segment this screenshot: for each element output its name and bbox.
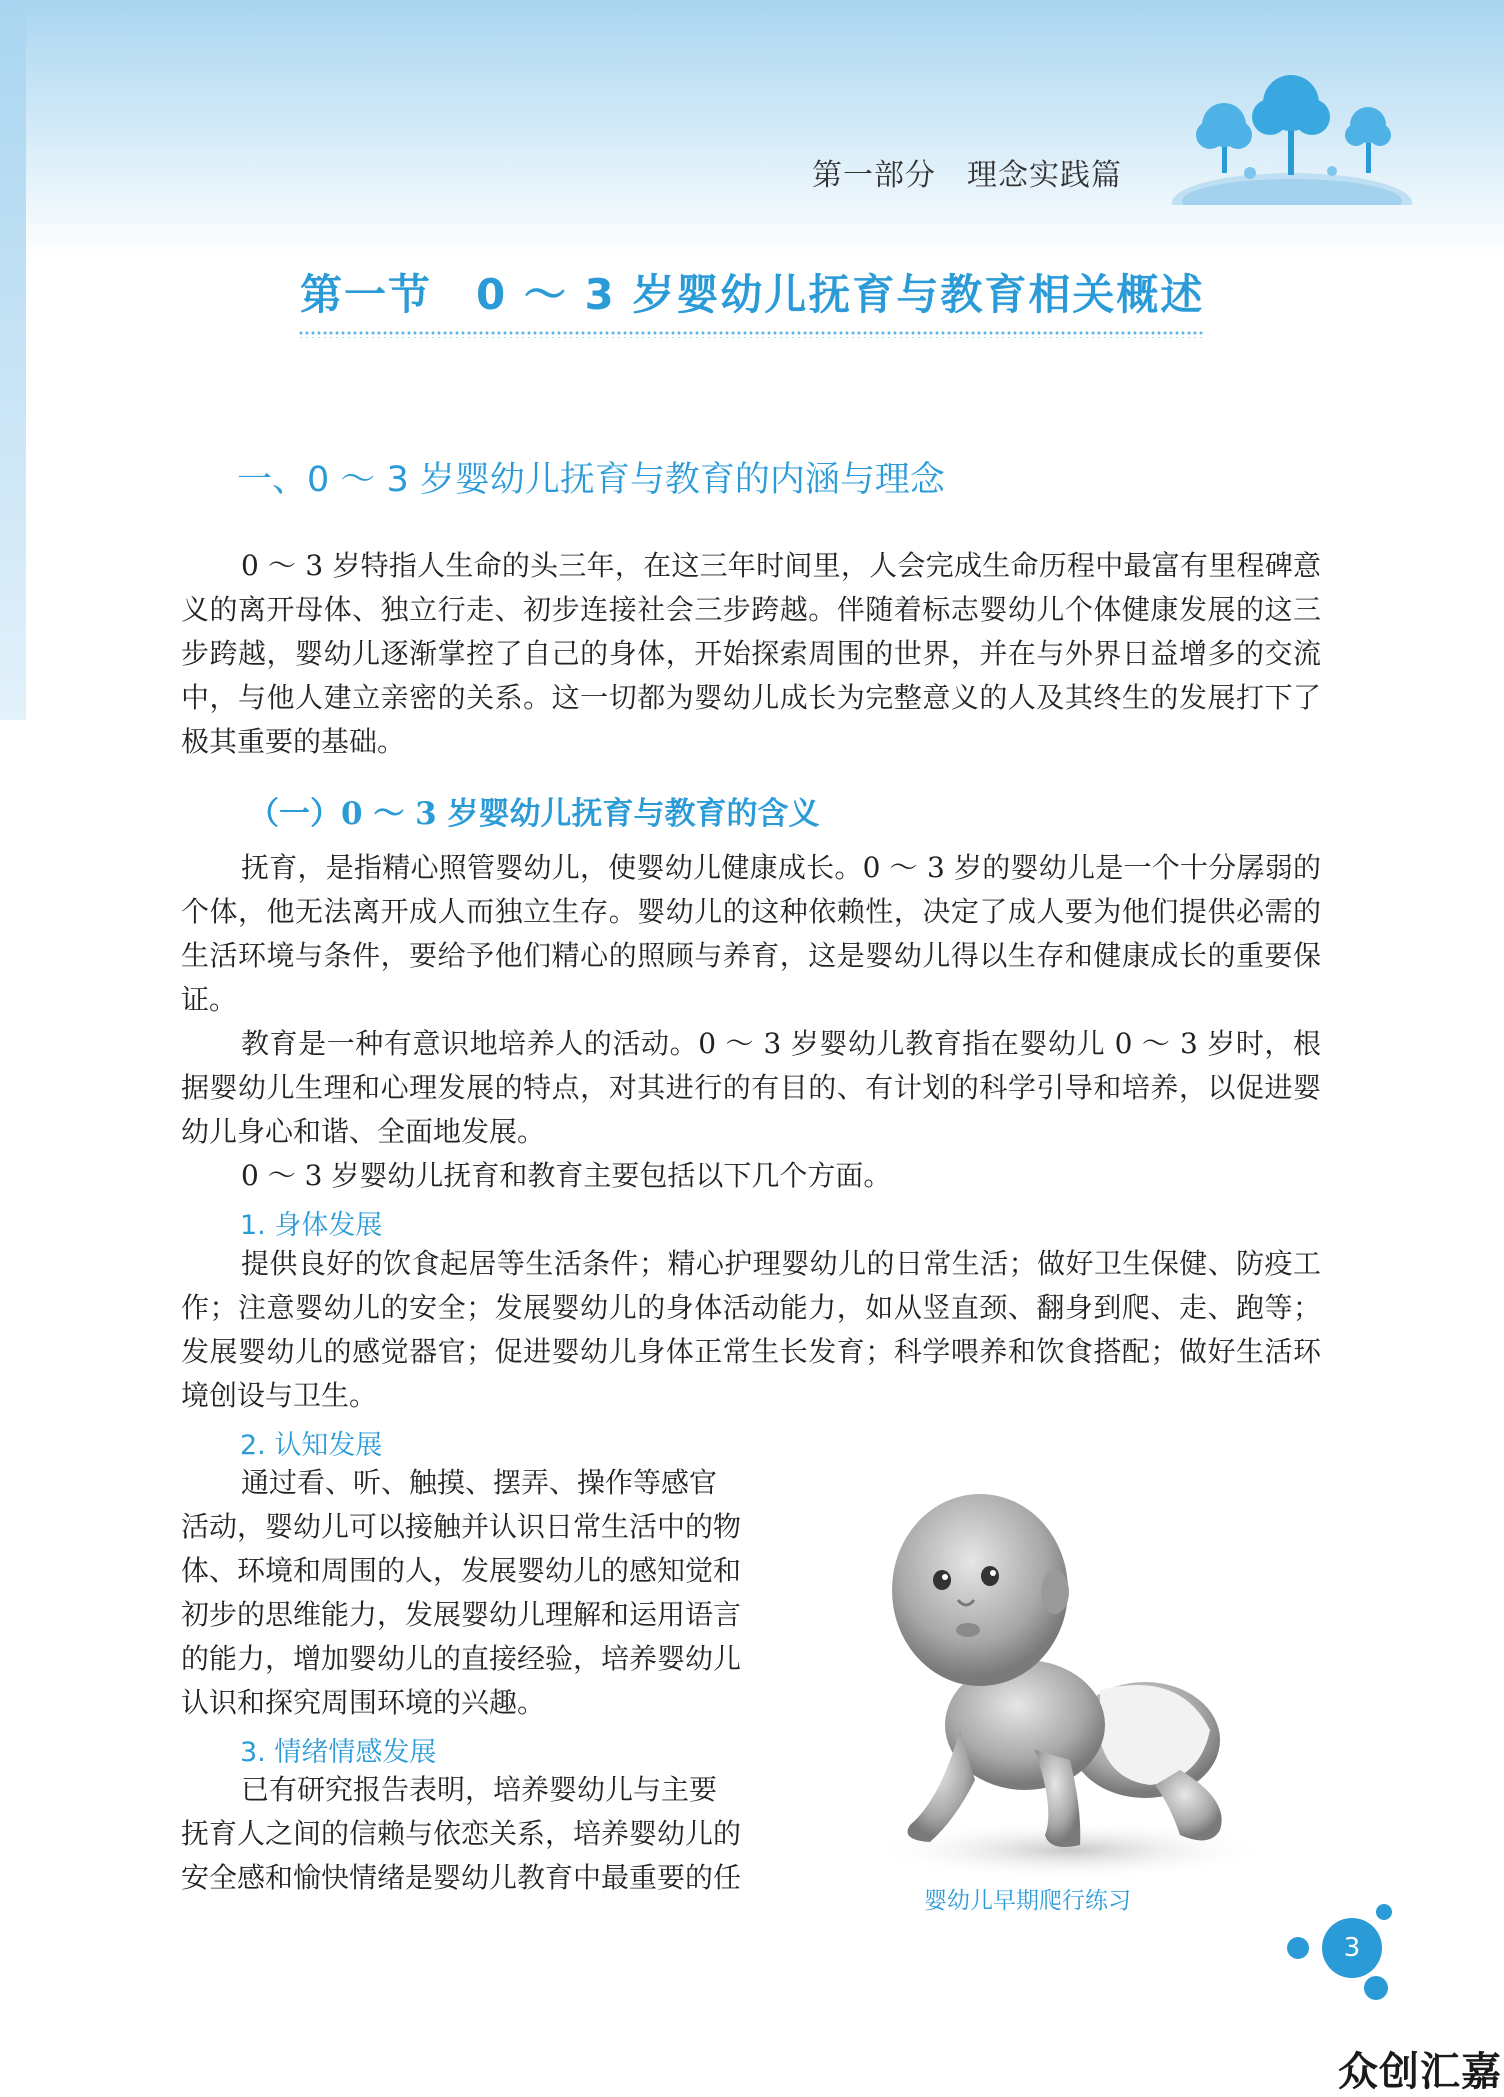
- emotional-line: 已有研究报告表明，培养婴幼儿与主要: [241, 1773, 718, 1806]
- trees-illustration-icon: [1170, 75, 1415, 205]
- page-number: 3: [1322, 1918, 1382, 1978]
- title-dotted-rule: [298, 330, 1203, 338]
- paragraph-physical: 提供良好的饮食起居等生活条件；精心护理婴幼儿的日常生活；做好卫生保健、防疫工作；注意婴幼儿的安全；发展婴幼儿的身体活动能力，如从竖直颈、翻身到爬、走、跑等；发展婴幼儿的感觉器官；促进婴幼儿身体正常生长发育；科学喂养和饮食搭配；做好生活环境创设与卫生。: [181, 1247, 1321, 1412]
- emotional-line: 抚育人之间的信赖与依恋关系，培养婴幼儿的: [181, 1817, 742, 1850]
- paragraph-cognitive: [181, 1461, 781, 1725]
- left-edge-strip: [0, 0, 26, 720]
- cognitive-line: 的能力，增加婴幼儿的直接经验，培养婴幼儿: [181, 1642, 742, 1675]
- cognitive-line: 初步的思维能力，发展婴幼儿理解和运用语言: [181, 1598, 742, 1631]
- section-title: 第一节 0 ～ 3 岁婴幼儿抚育与教育相关概述: [300, 270, 1205, 319]
- subheading-physical: 1. 身体发展: [240, 1210, 383, 1241]
- intro-paragraph: 0 ～ 3 岁特指人生命的头三年，在这三年时间里，人会完成生命历程中最富有里程碑意义的离开母体、独立行走、初步连接社会三步跨越。伴随着标志婴幼儿个体健康发展的这三步跨越，婴幼儿逐渐掌控了自己的身体，开始探索周围的世界，并在与外界日益增多的交流中，与他人建立亲密的关系。这一切都为婴幼儿成长为完整意义的人及其终生的发展打下了极其重要的基础。: [181, 549, 1321, 758]
- cognitive-line: 活动，婴幼儿可以接触并认识日常生活中的物: [181, 1510, 742, 1543]
- cognitive-line: 体、环境和周围的人，发展婴幼儿的感知觉和: [181, 1554, 742, 1587]
- subheading-emotional: 3. 情绪情感发展: [240, 1737, 437, 1768]
- heading-level-2: （一）0 ～ 3 岁婴幼儿抚育与教育的含义: [248, 796, 820, 832]
- paragraph-education: 教育是一种有意识地培养人的活动。0 ～ 3 岁婴幼儿教育指在婴幼儿 0 ～ 3 岁时，根据婴幼儿生理和心理发展的特点，对其进行的有目的、有计划的科学引导和培养，以促进婴幼儿身心和谐、全面地发展。: [181, 1027, 1321, 1148]
- part-label: 第一部分 理念实践篇: [812, 158, 1122, 193]
- paragraph-emotional: [181, 1768, 781, 1900]
- paragraph-nurture: 抚育，是指精心照管婴幼儿，使婴幼儿健康成长。0 ～ 3 岁的婴幼儿是一个十分孱弱的个体，他无法离开成人而独立生存。婴幼儿的这种依赖性，决定了成人要为他们提供必需的生活环境与条件，要给予他们精心的照顾与养育，这是婴幼儿得以生存和健康成长的重要保证。: [181, 851, 1321, 1016]
- figure-caption: 婴幼儿早期爬行练习: [924, 1888, 1131, 1914]
- crawling-baby-photo: [850, 1480, 1270, 1880]
- subheading-cognitive: 2. 认知发展: [240, 1430, 383, 1461]
- watermark: 众创汇嘉: [1338, 2049, 1502, 2095]
- cognitive-line: 认识和探究周围环境的兴趣。: [181, 1686, 546, 1719]
- emotional-line: 安全感和愉快情绪是婴幼儿教育中最重要的任: [181, 1861, 742, 1894]
- cognitive-line: 通过看、听、触摸、摆弄、操作等感官: [241, 1466, 718, 1499]
- paragraph-aspects: 0 ～ 3 岁婴幼儿抚育和教育主要包括以下几个方面。: [241, 1159, 892, 1192]
- heading-level-1: 一、0 ～ 3 岁婴幼儿抚育与教育的内涵与理念: [237, 460, 945, 500]
